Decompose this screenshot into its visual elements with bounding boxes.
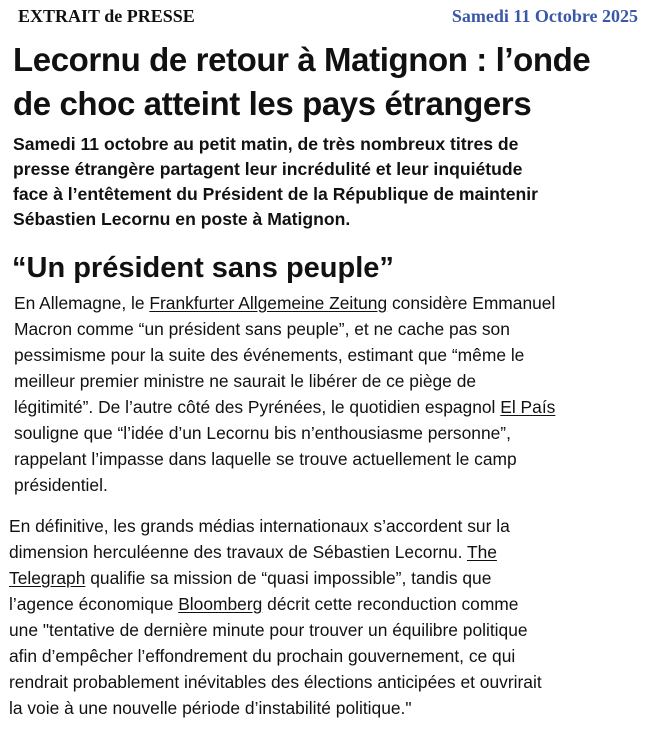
source-link-faz[interactable]: Frankfurter Allgemeine Zeitung xyxy=(149,293,388,313)
source-link-bloomberg[interactable]: Bloomberg xyxy=(178,594,263,614)
lead-line: presse étrangère partagent leur incrédulité et leur inquiétude xyxy=(13,159,523,179)
text-run: légitimité”. De l’autre côté des Pyrénées, le quotidien espagnol xyxy=(14,397,501,417)
text-run: En Allemagne, le xyxy=(14,293,150,313)
lead-line: Samedi 11 octobre au petit matin, de très nombreux titres de xyxy=(13,134,519,154)
article-lead xyxy=(13,132,645,232)
paragraph-line: présidentiel. xyxy=(14,475,108,495)
body-paragraph-1 xyxy=(14,290,644,498)
body-paragraph-2 xyxy=(9,513,645,721)
paragraph-line: afin d’empêcher l’effondrement du prochain gouvernement, ce qui xyxy=(9,646,516,666)
text-run: qualifie sa mission de “quasi impossible”, tandis que xyxy=(85,568,492,588)
paragraph-line xyxy=(9,591,645,617)
paragraph-line: rendrait probablement inévitables des élections anticipées et ouvrirait xyxy=(9,672,542,692)
lead-line: Sébastien Lecornu en poste à Matignon. xyxy=(13,209,351,229)
paragraph-line xyxy=(14,290,644,316)
text-run: considère Emmanuel xyxy=(387,293,556,313)
source-link-telegraph[interactable]: Telegraph xyxy=(9,568,86,588)
headline-line: de choc atteint les pays étrangers xyxy=(13,85,532,122)
paragraph-line: une "tentative de dernière minute pour trouver un équilibre politique xyxy=(9,620,528,640)
paragraph-line: En définitive, les grands médias internationaux s’accordent sur la xyxy=(9,516,510,536)
paragraph-line: pessimisme pour la suite des événements, estimant que “même le xyxy=(14,345,525,365)
text-run: l’agence économique xyxy=(9,594,179,614)
paragraph-line xyxy=(9,565,645,591)
publication-date: Samedi 11 Octobre 2025 xyxy=(451,6,638,26)
source-link-telegraph[interactable]: The xyxy=(466,542,497,562)
paragraph-line: rappelant l’impasse dans laquelle se trouve actuellement le camp xyxy=(14,449,517,469)
source-link-el-pais[interactable]: El País xyxy=(500,397,556,417)
paragraph-line: meilleur premier ministre ne saurait le libérer de ce piège de xyxy=(14,371,477,391)
press-label: EXTRAIT de PRESSE xyxy=(18,6,195,26)
headline-line: Lecornu de retour à Matignon : l’onde xyxy=(13,41,591,78)
paragraph-line: souligne que “l’idée d’un Lecornu bis n’enthousiasme personne”, xyxy=(14,423,511,443)
section-subheading: “Un président sans peuple” xyxy=(12,252,394,284)
paragraph-line: la voie à une nouvelle période d’instabilité politique." xyxy=(9,698,412,718)
text-run: décrit cette reconduction comme xyxy=(262,594,519,614)
article-headline xyxy=(13,38,643,126)
press-header xyxy=(0,0,650,34)
lead-line: face à l’entêtement du Président de la République de maintenir xyxy=(13,184,539,204)
paragraph-line xyxy=(14,394,644,420)
paragraph-line xyxy=(9,539,645,565)
text-run: dimension herculéenne des travaux de Sébastien Lecornu. xyxy=(9,542,467,562)
paragraph-line: Macron comme “un président sans peuple”, et ne cache pas son xyxy=(14,319,510,339)
